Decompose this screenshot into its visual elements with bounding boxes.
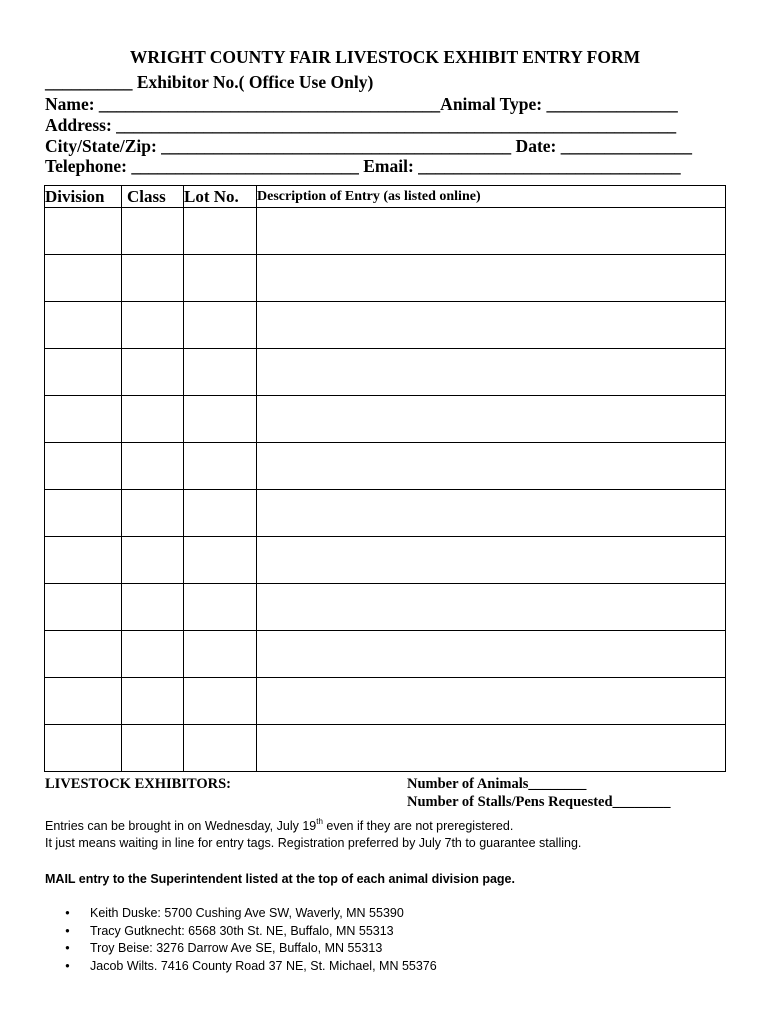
lot-number-cell[interactable]	[184, 443, 257, 490]
lot-number-cell[interactable]	[184, 631, 257, 678]
bullet-icon: •	[65, 923, 70, 938]
table-header-row	[45, 186, 726, 208]
lot-number-cell[interactable]	[184, 302, 257, 349]
division-cell[interactable]	[45, 631, 122, 678]
phone-email-line[interactable]: Telephone: __________________________ Email: ______________________________	[45, 156, 681, 176]
exhibitor-number-line[interactable]: __________ Exhibitor No.( Office Use Only)	[45, 72, 374, 92]
class-cell[interactable]	[122, 537, 184, 584]
division-cell[interactable]	[45, 349, 122, 396]
mail-instructions: MAIL entry to the Superintendent listed at the top of each animal division page.	[45, 872, 515, 886]
entry-note-line-2: It just means waiting in line for entry tags. Registration preferred by July 7th to guarantee stalling.	[45, 836, 582, 850]
bullet-icon: •	[65, 906, 70, 920]
table-row	[45, 396, 726, 443]
bullet-icon: •	[65, 958, 70, 973]
table-row	[45, 584, 726, 631]
table-row	[45, 208, 726, 255]
name-animal-type-line[interactable]: Name: _______________________________________Animal Type: _______________	[45, 94, 678, 114]
table-row	[45, 302, 726, 349]
description-cell[interactable]	[257, 255, 726, 302]
table-row	[45, 490, 726, 537]
list-item: • Jacob Wilts. 7416 County Road 37 NE, St. Michael, MN 55376	[45, 958, 437, 976]
description-cell[interactable]	[257, 678, 726, 725]
list-item: • Keith Duske: 5700 Cushing Ave SW, Waverly, MN 55390	[45, 905, 437, 923]
lot-number-cell[interactable]	[184, 678, 257, 725]
class-cell[interactable]	[122, 631, 184, 678]
table-row	[45, 349, 726, 396]
lot-number-cell[interactable]	[184, 396, 257, 443]
description-cell[interactable]	[257, 631, 726, 678]
form-title: WRIGHT COUNTY FAIR LIVESTOCK EXHIBIT ENTRY FORM	[129, 47, 641, 67]
number-of-animals-field[interactable]: Number of Animals________	[407, 776, 587, 792]
division-cell[interactable]	[45, 443, 122, 490]
class-cell[interactable]	[122, 678, 184, 725]
entry-table	[44, 185, 726, 772]
class-cell[interactable]	[122, 584, 184, 631]
class-cell[interactable]	[122, 490, 184, 537]
description-cell[interactable]	[257, 396, 726, 443]
division-cell[interactable]	[45, 490, 122, 537]
division-cell[interactable]	[45, 396, 122, 443]
city-date-line[interactable]: City/State/Zip: ________________________________________ Date: _______________	[45, 136, 692, 156]
description-cell[interactable]	[257, 208, 726, 255]
lot-number-header: Lot No.	[184, 186, 257, 208]
superintendent-list	[45, 905, 437, 975]
class-cell[interactable]	[122, 396, 184, 443]
division-cell[interactable]	[45, 537, 122, 584]
class-header: Class	[122, 186, 184, 208]
division-cell[interactable]	[45, 255, 122, 302]
list-item: • Tracy Gutknecht: 6568 30th St. NE, Buffalo, MN 55313	[45, 923, 437, 941]
table-row	[45, 725, 726, 772]
lot-number-cell[interactable]	[184, 255, 257, 302]
division-cell[interactable]	[45, 208, 122, 255]
livestock-exhibitors-label: LIVESTOCK EXHIBITORS:	[45, 776, 232, 792]
description-cell[interactable]	[257, 537, 726, 584]
table-row	[45, 255, 726, 302]
description-cell[interactable]	[257, 302, 726, 349]
number-of-stalls-field[interactable]: Number of Stalls/Pens Requested________	[407, 794, 671, 810]
table-row	[45, 631, 726, 678]
class-cell[interactable]	[122, 725, 184, 772]
class-cell[interactable]	[122, 302, 184, 349]
description-cell[interactable]	[257, 349, 726, 396]
description-cell[interactable]	[257, 490, 726, 537]
class-cell[interactable]	[122, 443, 184, 490]
division-cell[interactable]	[45, 302, 122, 349]
division-cell[interactable]	[45, 678, 122, 725]
description-header: Description of Entry (as listed online)	[257, 186, 726, 208]
division-cell[interactable]	[45, 725, 122, 772]
entry-note-line-1: Entries can be brought in on Wednesday, July 19th even if they are not preregistered.	[45, 817, 514, 833]
lot-number-cell[interactable]	[184, 725, 257, 772]
lot-number-cell[interactable]	[184, 490, 257, 537]
table-row	[45, 443, 726, 490]
address-line[interactable]: Address: ________________________________________________________________	[45, 115, 677, 135]
bullet-icon: •	[65, 941, 70, 955]
class-cell[interactable]	[122, 349, 184, 396]
lot-number-cell[interactable]	[184, 208, 257, 255]
division-header: Division	[45, 186, 122, 208]
lot-number-cell[interactable]	[184, 584, 257, 631]
description-cell[interactable]	[257, 443, 726, 490]
table-row	[45, 537, 726, 584]
lot-number-cell[interactable]	[184, 349, 257, 396]
description-cell[interactable]	[257, 584, 726, 631]
list-item: • Troy Beise: 3276 Darrow Ave SE, Buffalo, MN 55313	[45, 940, 437, 958]
class-cell[interactable]	[122, 208, 184, 255]
division-cell[interactable]	[45, 584, 122, 631]
description-cell[interactable]	[257, 725, 726, 772]
table-row	[45, 678, 726, 725]
lot-number-cell[interactable]	[184, 537, 257, 584]
class-cell[interactable]	[122, 255, 184, 302]
